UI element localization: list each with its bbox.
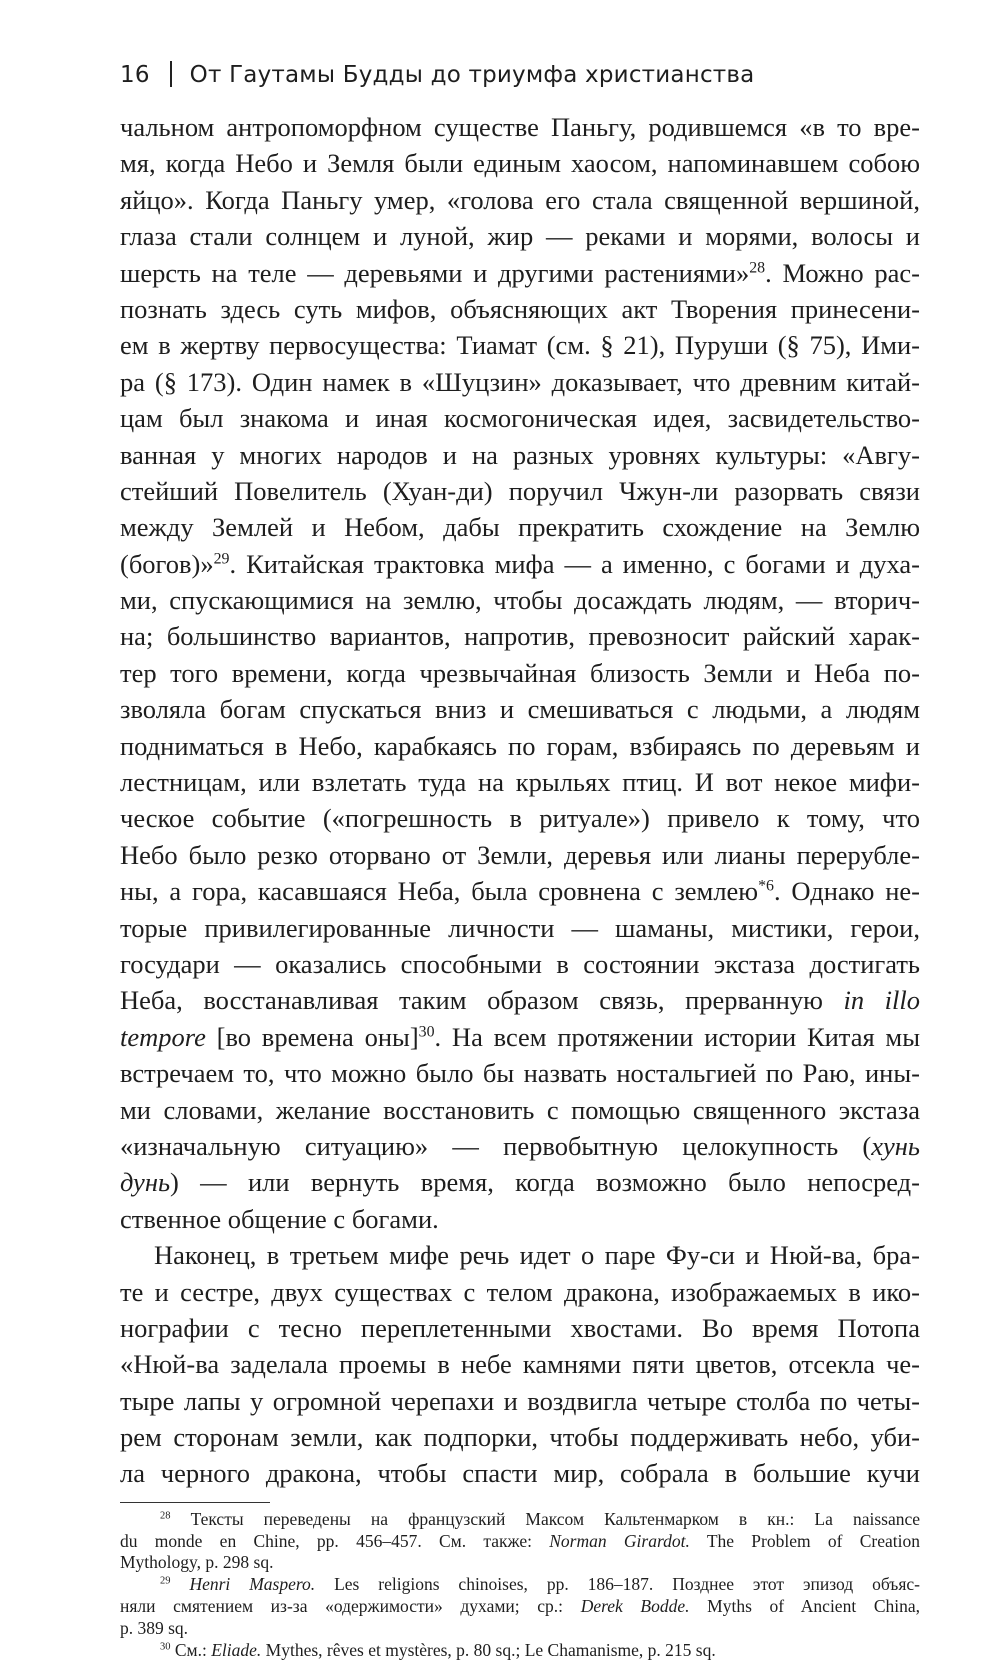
footnote-ref-29[interactable]: 29 (213, 550, 230, 568)
chinese-term: дунь (120, 1167, 171, 1198)
footnote-text: du monde en Chine, pp. 456–457. См. также: (120, 1530, 550, 1551)
text-segment: . Можно рас- (765, 257, 920, 288)
author-name: Norman Girardot. (549, 1530, 690, 1551)
footnote-line (120, 1596, 920, 1618)
text-segment: . На всем протяжении истории Китая мы (434, 1021, 920, 1052)
footnote-text: Тексты переведены на французский Максом Кальтенмарком в кн.: La naissance (190, 1508, 921, 1529)
footnote-line (120, 1531, 920, 1553)
footnote-29 (120, 1574, 920, 1596)
footnote-28 (120, 1509, 920, 1531)
text-segment: Неба, восстанавливая таким образом связь, прерванную (120, 985, 823, 1016)
footnote-text: Les religions chinoises, pp. 186–187. Позднее этот эпизод объяс- (315, 1574, 920, 1595)
chinese-term: хунь (871, 1130, 920, 1161)
footnote-number: 28 (160, 1510, 171, 1522)
text-line: встречаем то, что можно было бы назвать ностальгией по Раю, ины- (120, 1058, 920, 1089)
text-segment: ны, а гора, касавшаяся Неба, была сровнена с землею (120, 876, 759, 907)
text-line: Небо было резко оторвано от Земли, деревья или лианы перерубле- (120, 839, 920, 870)
text-line (120, 546, 920, 582)
page-number: 16 (120, 62, 150, 88)
text-line: познать здесь суть мифов, объясняющих акт Творения принесени- (120, 293, 920, 324)
text-line: те и сестре, двух существах с телом дракона, изображаемых в ико- (120, 1276, 920, 1307)
latin-phrase: tempore (120, 1021, 206, 1052)
text-line: нографии с тесно переплетенными хвостами. Во время Потопа (120, 1312, 920, 1343)
text-line: зволяла богам спускаться вниз и смешиваться с людьми, а людям (120, 694, 920, 725)
book-page (120, 58, 920, 1661)
text-segment: (богов)» (120, 548, 214, 579)
footnote-ref-28[interactable]: 28 (749, 259, 766, 277)
text-line: «Нюй-ва заделала проемы в небе камнями пяти цветов, отсекла че- (120, 1349, 920, 1380)
text-line: мя, когда Небо и Земля были единым хаосом, напоминавшем собою (120, 148, 920, 179)
main-text (120, 109, 920, 1492)
footnotes (120, 1502, 920, 1661)
latin-phrase: in illo (843, 985, 920, 1016)
running-title: От Гаутамы Будды до триумфа христианства (189, 62, 755, 88)
text-line: рем сторонам земли, как подпорки, чтобы поддерживать небо, уби- (120, 1422, 920, 1453)
footnote-30 (120, 1640, 920, 1661)
text-line: чальном антропоморфном существе Паньгу, родившемся «в то вре- (120, 112, 920, 142)
author-name: Eliade. (211, 1639, 262, 1660)
footnote-line: p. 389 sq. (120, 1617, 189, 1638)
text-line: цам был знакома и иная космогоническая идея, засвидетельство- (120, 403, 920, 434)
footnote-rule (120, 1502, 270, 1503)
text-line: Наконец, в третьем мифе речь идет о паре Фу-си и Нюй-ва, бра- (154, 1240, 920, 1271)
text-segment: [во времена оны] (205, 1021, 419, 1052)
text-line (120, 982, 920, 1018)
author-name: Henri Maspero. (189, 1574, 316, 1595)
text-line: стейший Повелитель (Хуан-ди) поручил Чжун-ли разорвать связи (120, 475, 920, 506)
footnote-ref-star6[interactable]: *6 (758, 877, 774, 895)
text-line (120, 1128, 920, 1164)
text-line: ванная у многих народов и на разных уровнях культуры: «Авгу- (120, 439, 920, 470)
header-separator (170, 61, 172, 87)
text-line: ческое событие («погрешность в ритуале») привело к тому, что (120, 803, 920, 834)
footnote-ref-30[interactable]: 30 (418, 1023, 435, 1041)
text-line (120, 255, 920, 291)
text-line: ра (§ 173). Один намек в «Шуцзин» доказывает, что древним китай- (120, 366, 920, 397)
footnote-text: Mythes, rêves et mystères, p. 80 sq.; Le Chamanisme, p. 215 sq. (261, 1639, 716, 1660)
text-line: ми, спускающимися на землю, чтобы досаждать людям, — вторич- (120, 585, 920, 616)
footnote-text: The Problem of Creation (689, 1530, 920, 1551)
text-line: ла черного дракона, чтобы спасти мир, собрала в большие кучи (120, 1458, 920, 1489)
text-line: государи — оказались способными в состоянии экстаза достигать (120, 948, 920, 979)
text-line: торые привилегированные личности — шаманы, мистики, герои, (120, 912, 920, 943)
text-line: тер того времени, когда чрезвычайная близость Земли и Неба по- (120, 657, 920, 688)
text-line: между Землей и Небом, дабы прекратить схождение на Землю (120, 512, 920, 543)
footnote-line: Mythology, p. 298 sq. (120, 1552, 274, 1573)
text-line: подниматься в Небо, карабкаясь по горам, взбираясь по деревьям и (120, 730, 920, 761)
text-line: ми словами, желание восстановить с помощью священного экстаза (120, 1094, 920, 1125)
author-name: Derek Bodde. (580, 1596, 690, 1617)
text-line: на; большинство вариантов, напротив, превозносит райский харак- (120, 621, 920, 652)
text-line: тыре лапы у огромной черепахи и воздвигла четыре столба по четы- (120, 1385, 920, 1416)
text-segment: . Однако не- (774, 876, 920, 907)
text-line: яйцо». Когда Паньгу умер, «голова его стала священной вершиной, (120, 184, 920, 215)
text-segment: ) — или вернуть время, когда возможно было непосред- (170, 1167, 920, 1198)
footnote-text: няли смятением из-за «одержимости» духами; ср.: (120, 1596, 581, 1617)
text-line: ем в жертву первосущества: Тиамат (см. § 21), Пуруши (§ 75), Ими- (120, 330, 920, 361)
footnote-text: Myths of Ancient China, (689, 1596, 920, 1617)
text-line: глаза стали солнцем и луной, жир — реками и морями, волосы и (120, 221, 920, 252)
text-segment: шерсть на теле — деревьями и другими растениями» (120, 257, 750, 288)
text-line (120, 873, 920, 909)
text-segment: . Китайская трактовка мифа — а именно, с богами и духа- (229, 548, 920, 579)
text-line: лестницам, или взлетать туда на крыльях птиц. И вот некое мифи- (120, 767, 920, 798)
text-line: ственное общение с богами. (120, 1203, 439, 1234)
text-line (120, 1164, 920, 1200)
text-line (120, 1019, 920, 1055)
footnote-number: 30 (160, 1641, 171, 1653)
footnote-number: 29 (160, 1575, 171, 1587)
text-segment: «изначальную ситуацию» — первобытную целокупность ( (120, 1130, 872, 1161)
running-head (120, 58, 920, 92)
footnote-text: См.: (174, 1639, 212, 1660)
